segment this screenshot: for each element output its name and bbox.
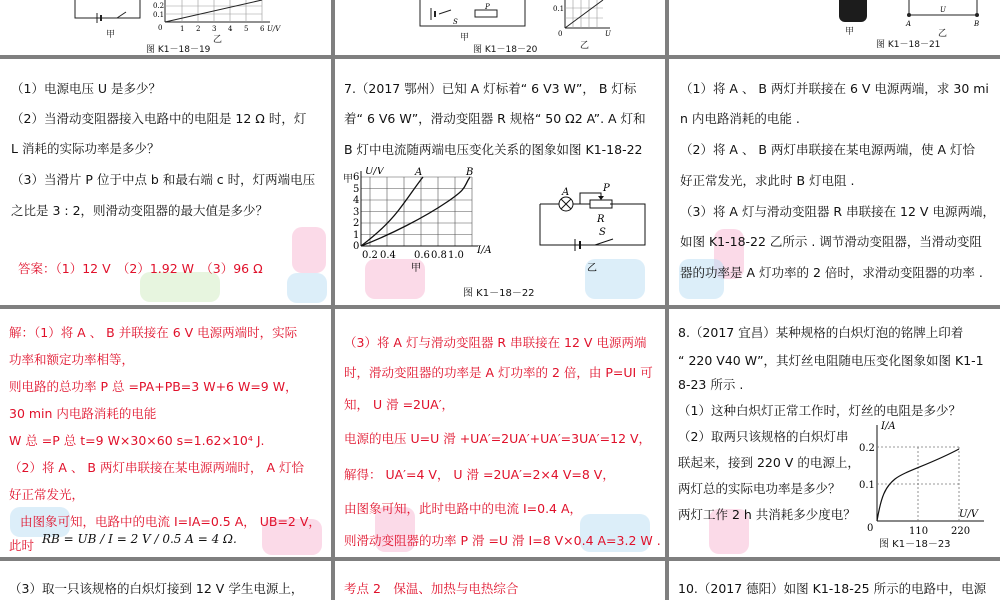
figure-caption: 图 K1－18－22 [463,288,535,299]
problem-7-part-3: （3）将 A 灯与滑动变阻器 R 串联接在 12 V 电源两端， [680,204,995,219]
part3-line-7: 则滑动变阻器的功率 P 滑 =U 滑 I=8 V×0.4 A=3.2 W . [344,533,661,548]
problem-7-line-2: 着“ 6 V6 W”，滑动变阻器 R 规格“ 50 Ω2 A”. A 灯和 [344,111,646,126]
x-tick: 1.0 [448,250,464,261]
solution-line-6: （2）将 A 、 B 两灯串联接在某电源两端时， A 灯恰 [9,460,304,475]
problem-7-part-1: （1）将 A 、 B 两灯并联接在 6 V 电源两端，求 30 mi [680,81,989,96]
curve-label-b: B [466,167,474,178]
svg-text:B: B [974,20,980,28]
slide-r1-right [669,59,1000,305]
axis-x-label: I/A [477,245,492,256]
figure-caption: 图 K1－18－19 [146,45,211,55]
axis-y-label: U/V [365,167,385,177]
solution-line-8: 由图象可知，电路中的电流 I=IA=0.5 A， UB=2 V， [20,514,321,529]
svg-text:4: 4 [228,25,233,33]
figure-label-yi: 乙 [213,35,223,45]
problem-7-part-3-end: 器的功率是 A 灯功率的 2 倍时，求滑动变阻器的功率 . [680,265,983,280]
figure-label-jia: 甲 [106,30,116,40]
solution-line-3: 则电路的总功率 P 总 =PA+PB=3 W+6 W=9 W， [9,379,298,394]
y-tick: 5 [353,184,360,195]
svg-text:5: 5 [244,25,249,33]
svg-text:6: 6 [260,25,265,33]
svg-text:0.1: 0.1 [553,5,565,13]
slide-r2-right [669,309,1000,557]
y-tick: 1 [353,230,360,241]
problem-8-line-1: 8.（2017 宜昌）某种规格的白炽灯泡的铭牌上印着 [678,325,964,340]
part3-line-3: 知， U 滑 =2UA′， [344,397,455,412]
axis-x-label: U/V [959,509,979,520]
y-tick: 2 [353,218,360,229]
part3-line-1: （3）将 A 灯与滑动变阻器 R 串联接在 12 V 电源两端 [344,335,647,350]
slide-top-right [669,0,1000,55]
circuit-slider-label: P [603,183,610,194]
svg-text:0.2: 0.2 [153,2,165,10]
circuit-resistor-label: R [597,214,605,225]
part3-line-6: 由图象可知，此时电路中的电流 I=0.4 A， [344,501,583,516]
problem-8-part-2: （2）取两只该规格的白炽灯串 [678,429,849,444]
x-tick: 0.8 [431,250,447,261]
solution-line-2: 功率和额定功率相等， [9,352,135,367]
problem-7-part-1-cont: n 内电路消耗的电能 . [680,111,800,126]
x-tick: 0.6 [414,250,430,261]
solution-line-4: 30 min 内电路消耗的电能 [9,406,157,421]
slide-top-middle [335,0,665,55]
figure-label-jia: 甲 [845,27,855,37]
question-part-3-cont: 之比是 3 : 2，则滑动变阻器的最大值是多少？ [11,203,269,218]
figure-label-yi: 乙 [587,263,597,274]
section-heading: 考点 2 保温、加热与电热综合 [344,581,519,596]
solution-line-5: W 总 =P 总 t=9 W×30×60 s=1.62×10⁴ J. [9,433,265,448]
figure-label-yi: 乙 [580,41,590,51]
svg-text:0: 0 [158,24,163,32]
x-tick: 220 [951,526,971,537]
svg-text:2: 2 [196,25,201,33]
y-tick: 0.2 [859,443,875,454]
svg-text:0.1: 0.1 [153,11,165,19]
figure-caption: 图 K1－18－21 [876,40,941,50]
question-part-3: （3）当滑片 P 位于中点 b 和最右端 c 时，灯两端电压 [11,172,316,187]
y-tick: 4 [353,195,360,206]
svg-text:P: P [485,3,490,11]
y-tick: 0.1 [859,480,875,491]
slide-r1-middle [335,59,665,305]
bulb-iu-graph [859,417,999,537]
slide-r3-left [0,561,331,600]
part3-line-4: 电源的电压 U=U 滑 +UA′=2UA′+UA′=3UA′=12 V， [344,431,652,446]
circuit-lamp-label: A [562,187,570,198]
formula-prefix: 此时 [9,538,35,553]
slide-r2-middle [335,309,665,557]
figure-label-jia: 甲 [411,263,421,274]
problem-8-line-2: “ 220 V40 W”，其灯丝电阻随电压变化图象如图 K1-1 [678,353,984,368]
x-tick: 0.4 [380,250,396,261]
slide-r3-right [669,561,1000,600]
question-part-2: （2）当滑动变阻器接入电路中的电阻是 12 Ω 时，灯 [11,111,307,126]
svg-text:1: 1 [180,25,185,33]
figure-caption: 图 K1－18－20 [473,45,538,55]
axis-y-label: I/A [881,421,896,432]
svg-text:U/V: U/V [267,25,281,33]
slide-top-left [0,0,331,55]
slide-r1-left [0,59,331,305]
problem-7-line-3: B 灯中电流随两端电压变化关系的图象如图 K1-18-22 [344,142,643,157]
slide-r3-middle [335,561,665,600]
figure-label-yi: 乙 [938,29,948,39]
y-tick: 6 [353,172,360,183]
circuit-switch-label: S [599,227,606,238]
problem-8-part-1: （1）这种白炽灯正常工作时，灯丝的电阻是多少？ [678,403,961,418]
figure-label-jia-inline: 甲 [343,174,353,185]
slide-r2-left [0,309,331,557]
problem-7-part-2-cont: 好正常发光，求此时 B 灯电阻 . [680,173,855,188]
svg-text:S: S [453,18,458,26]
svg-text:3: 3 [212,25,217,33]
problem-8-part-2-q1: 两灯总的实际电功率是多少？ [678,481,841,496]
figure-caption: 图 K1－18－23 [879,539,951,550]
x-tick: 0.2 [362,250,378,261]
solution-line-7: 好正常发光， [9,487,85,502]
resistance-formula: RB = UB / I = 2 V / 0.5 A = 4 Ω. [42,532,237,546]
problem-8-part-2-q2: 两灯工作 2 h 共消耗多少度电？ [678,507,856,522]
part3-line-2: 时，滑动变阻器的功率是 A 灯功率的 2 倍，由 P=UI 可 [344,365,653,380]
question-part-2-cont: L 消耗的实际功率是多少？ [11,141,160,156]
x-tick: 110 [909,526,929,537]
problem-7-part-3-cont: 如图 K1-18-22 乙所示 . 调节滑动变阻器，当滑动变阻 [680,234,982,249]
voltage-diagram-fragment [669,0,1000,55]
svg-text:A: A [906,20,912,28]
origin-label: 0 [867,523,874,534]
problem-7-part-2: （2）将 A 、 B 两灯串联接在某电源两端，使 A 灯恰 [680,142,975,157]
question-part-1: （1）电源电压 U 是多少？ [11,81,162,96]
solution-line-1: 解：（1）将 A 、 B 并联接在 6 V 电源两端时，实际 [9,325,298,340]
y-tick: 0 [353,241,360,252]
problem-8-line-3: 8-23 所示 . [678,377,744,392]
problem-10-line-1: 10.（2017 德阳）如图 K1-18-25 所示的电路中，电源 [678,581,987,596]
svg-text:0: 0 [558,30,563,38]
y-tick: 3 [353,207,360,218]
problem-8-part-3: （3）取一只该规格的白炽灯接到 12 V 学生电源上， [9,581,304,596]
problem-8-part-2-cont: 联起来，接到 220 V 的电源上， [678,455,860,470]
ui-graph-k1-18-22 [335,167,665,287]
problem-7-line-1: 7.（2017 鄂州）已知 A 灯标着“ 6 V3 W”， B 灯标 [344,81,637,96]
svg-text:U: U [605,30,611,38]
figure-label-jia: 甲 [460,33,470,43]
svg-text:U: U [940,6,946,14]
curve-label-a: A [415,167,423,178]
part3-line-5: 解得： UA′=4 V， U 滑 =2UA′=2×4 V=8 V， [344,467,615,482]
answer-line: 答案：（1）12 V （2）1.92 W （3）96 Ω [18,261,263,276]
